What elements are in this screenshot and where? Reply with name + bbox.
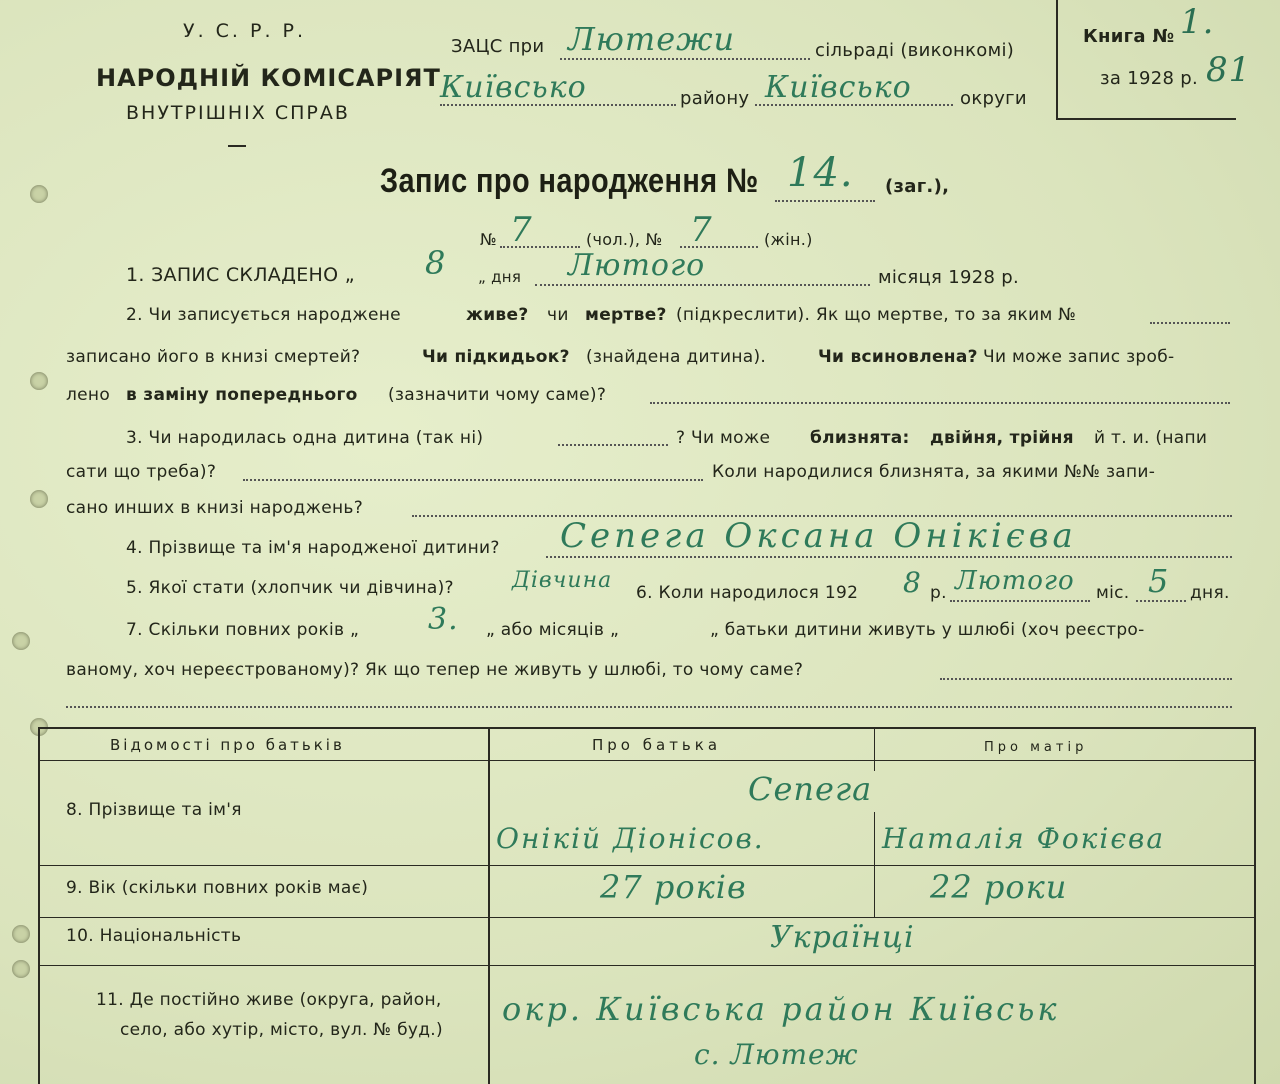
- book-box-left: [1056, 0, 1058, 120]
- item2-alive: живе?: [466, 305, 529, 325]
- item1-day: 8: [425, 244, 447, 282]
- punch-hole: [12, 632, 30, 650]
- row8-label: 8. Прізвище та ім'я: [66, 800, 242, 820]
- item3-kinds: двійня, трійня: [930, 428, 1074, 448]
- item6-d: дня.: [1190, 583, 1230, 603]
- table-col-sep-1: [488, 727, 490, 1084]
- item1-c: місяця 1928 р.: [878, 267, 1019, 288]
- row9-mother-age: 22 роки: [930, 868, 1068, 906]
- district-value-1: Київсько: [440, 70, 587, 105]
- usrr-label: У. С. Р. Р.: [183, 20, 307, 42]
- district-value-2: Київсько: [765, 70, 912, 105]
- row8-father-name: Онікій Діонісов.: [496, 822, 765, 855]
- table-right: [1254, 727, 1256, 1084]
- district-line-1: [440, 104, 676, 106]
- no1-label: №: [480, 230, 497, 249]
- council-label: сільраді (виконкомі): [815, 40, 1015, 61]
- table-col-sep-2: [874, 727, 875, 771]
- item1-a: 1. ЗАПИС СКЛАДЕНО „: [126, 264, 355, 286]
- birth-month-line: [950, 600, 1090, 602]
- child-sex: Дівчина: [512, 568, 613, 593]
- birth-month: Лютого: [955, 566, 1075, 596]
- item3-line2-b: Коли народилися близнята, за якими №№ запи-: [712, 462, 1156, 482]
- internal-affairs-label: ВНУТРІШНІХ СПРАВ: [126, 102, 350, 124]
- zags-value: Лютежи: [568, 20, 736, 58]
- item2-b: чи: [547, 305, 569, 325]
- row11-address-2: с. Лютеж: [694, 1038, 859, 1071]
- item6-b: р.: [930, 583, 947, 603]
- row11-address-1: окр. Київська район Київськ: [502, 990, 1060, 1028]
- item1-b: „ дня: [478, 268, 522, 286]
- item2-line3: [650, 402, 1230, 404]
- item1-month-line: [535, 284, 870, 286]
- col-header-mother: Про матір: [984, 740, 1088, 755]
- item3-line1: [558, 444, 668, 446]
- zags-label: ЗАЦС при: [451, 36, 545, 57]
- item3-line2-a: сати що треба)?: [66, 462, 217, 482]
- item2-dead: мертве?: [585, 305, 667, 325]
- item2-line2-b: (знайдена дитина).: [586, 347, 767, 367]
- item2-line2-a: записано його в книзі смертей?: [66, 347, 361, 367]
- row-9-bottom: [38, 917, 1256, 918]
- item7-a: 7. Скільки повних років „: [126, 620, 360, 640]
- district-line-2: [755, 104, 953, 106]
- item3-b: ? Чи може: [676, 428, 771, 448]
- item6-label: 6. Коли народилося 192: [636, 583, 859, 603]
- row8-surname: Сепега: [748, 770, 873, 808]
- row9-father-age: 27 років: [600, 868, 747, 906]
- record-number-line: [775, 200, 875, 202]
- no2-value: 7: [690, 210, 713, 250]
- item3-line3: сано инших в книзі народжень?: [66, 498, 364, 518]
- record-title: Запис про народження №: [380, 162, 759, 200]
- row11-label-2: село, або хутір, місто, вул. № буд.): [120, 1020, 443, 1040]
- item7-b: „ або місяців „: [486, 620, 620, 640]
- zags-line: [560, 58, 810, 60]
- row-8-bottom: [38, 865, 1256, 866]
- child-name-line: [546, 556, 1232, 558]
- row-10-bottom: [38, 965, 1256, 966]
- item2-a: 2. Чи записується народжене: [126, 305, 401, 325]
- child-name: Сепега Оксана Онікієва: [560, 516, 1077, 556]
- birth-day: 5: [1148, 562, 1170, 600]
- item7-line2-dots: [940, 678, 1232, 680]
- year-value: 81: [1206, 50, 1252, 90]
- book-label: Книга №: [1083, 26, 1175, 47]
- male-label: (чол.), №: [586, 230, 663, 249]
- item2-replace: в заміну попереднього: [126, 385, 358, 405]
- district-label: району: [680, 88, 750, 109]
- punch-hole: [30, 490, 48, 508]
- item2-found: Чи підкидьок?: [422, 347, 570, 367]
- item2-c: (підкреслити). Як що мертве, то за яким №: [676, 305, 1077, 325]
- table-top: [38, 727, 1256, 729]
- punch-hole: [12, 925, 30, 943]
- punch-hole: [30, 372, 48, 390]
- item2-adopted: Чи всиновлена?: [818, 347, 978, 367]
- item3-a: 3. Чи народилась одна дитина (так ні): [126, 428, 484, 448]
- table-header-bottom: [38, 760, 1256, 761]
- row11-label-1: 11. Де постійно живе (округа, район,: [96, 990, 442, 1010]
- commissariat-label: НАРОДНІЙ КОМІСАРІЯТ: [96, 64, 441, 92]
- book-box-bottom: [1056, 118, 1236, 120]
- marriage-years: 3.: [428, 602, 459, 637]
- record-suffix: (заг.),: [885, 176, 950, 197]
- book-value: 1.: [1180, 2, 1215, 42]
- item2-line3-a: лено: [66, 385, 111, 405]
- item7-line2: ваному, хоч нереєстрованому)? Як що тепер не живуть у шлюбі, то чому саме?: [66, 660, 804, 680]
- no1-value: 7: [510, 210, 533, 250]
- year-label: за 1928 р.: [1100, 68, 1199, 89]
- item2-line2-c: Чи може запис зроб-: [983, 347, 1175, 367]
- female-label: (жін.): [764, 230, 813, 249]
- item3-c: й т. и. (напи: [1094, 428, 1208, 448]
- row9-label: 9. Вік (скільки повних років має): [66, 878, 369, 898]
- col-header-father: Про батька: [592, 736, 722, 754]
- record-number: 14.: [787, 150, 854, 196]
- item6-c: міс.: [1096, 583, 1130, 603]
- col-header-parents: Відомості про батьків: [110, 736, 345, 754]
- item5-label: 5. Якої стати (хлопчик чи дівчина)?: [126, 578, 454, 598]
- birth-year-digit: 8: [903, 566, 922, 599]
- row8-mother-name: Наталія Фокієва: [882, 822, 1166, 855]
- divider: [228, 145, 246, 147]
- row10-label: 10. Національність: [66, 926, 242, 946]
- item1-month: Лютого: [568, 248, 706, 283]
- row10-nationality: Українці: [770, 920, 915, 955]
- punch-hole: [30, 185, 48, 203]
- punch-hole: [12, 960, 30, 978]
- item3-line2: [243, 479, 703, 481]
- okrug-label: округи: [960, 88, 1027, 109]
- item2-line3-b: (зазначити чому саме)?: [388, 385, 607, 405]
- item7-line3-dots: [66, 706, 1232, 708]
- table-left: [38, 727, 40, 1084]
- item3-twins: близнята:: [810, 428, 910, 448]
- birth-day-line: [1136, 600, 1186, 602]
- item7-c: „ батьки дитини живуть у шлюбі (хоч реєстро-: [710, 620, 1145, 640]
- item4-label: 4. Прізвище та ім'я народженої дитини?: [126, 538, 500, 558]
- item2-line1: [1150, 322, 1230, 324]
